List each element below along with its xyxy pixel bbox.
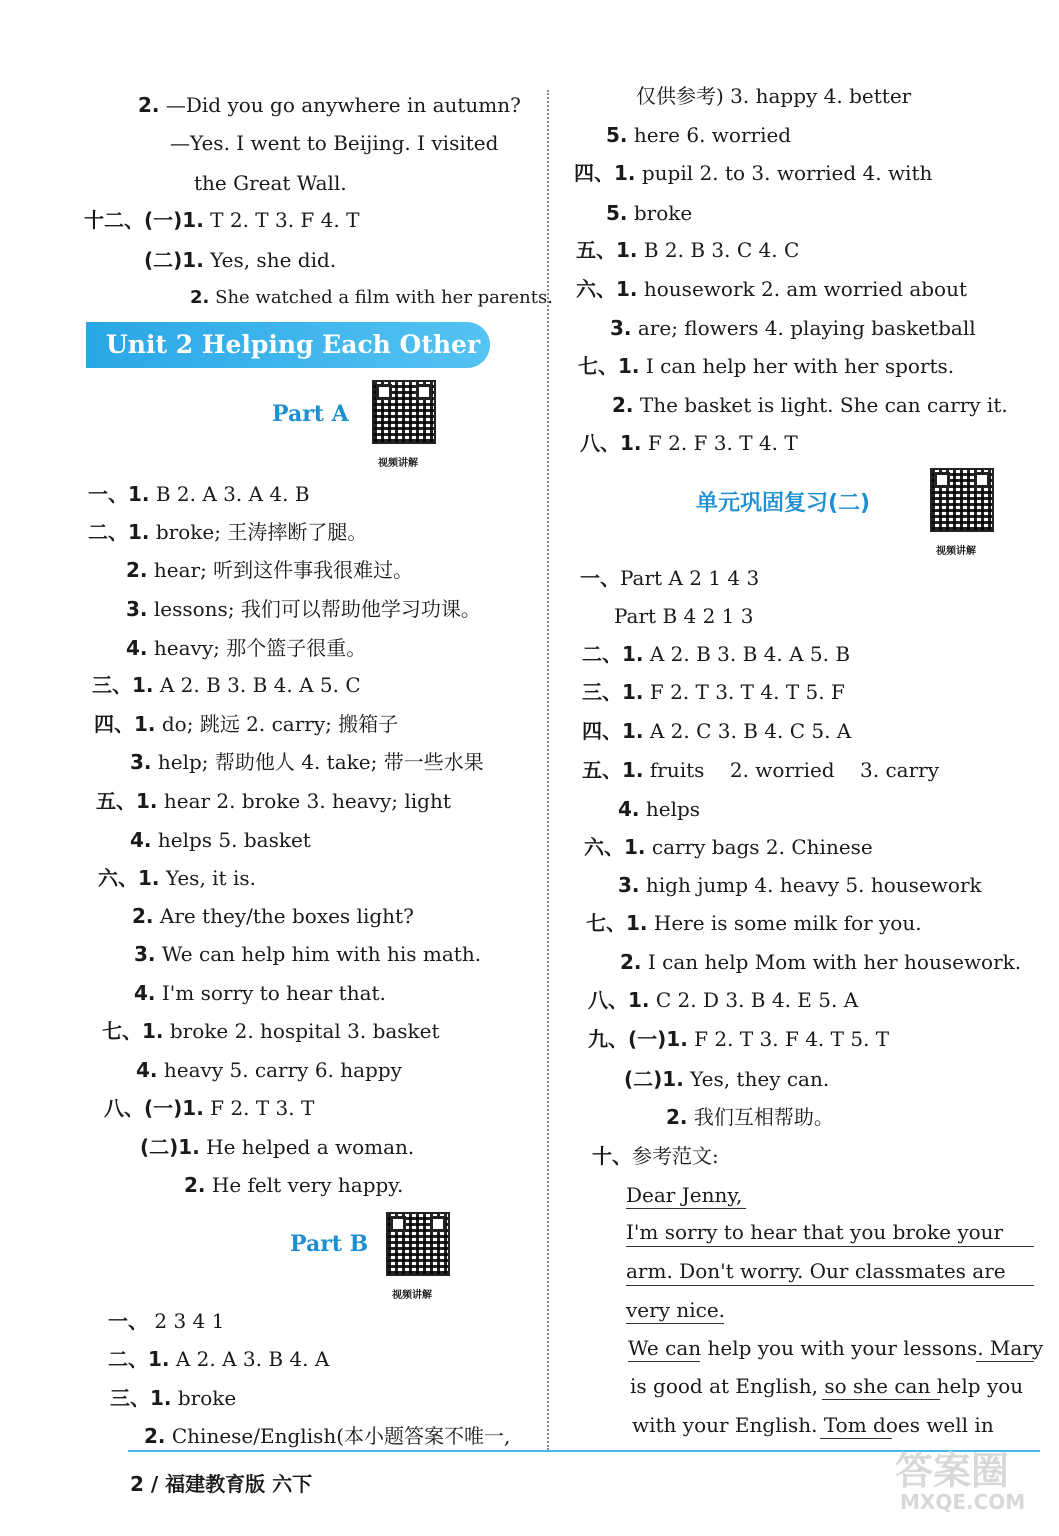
qr-caption: 视频讲解 [936,546,976,557]
answer-line: 四、1. pupil 2. to 3. worried 4. with [574,161,933,185]
essay-line: arm. Don't worry. Our classmates are [626,1259,1006,1283]
answer-line: 七、1. Here is some milk for you. [586,911,922,935]
answer-line: 3. help; 帮助他人 4. take; 带一些水果 [130,750,484,774]
underline [626,1323,724,1324]
qr-code-icon[interactable] [930,468,994,532]
underline [820,1438,892,1439]
answer-line: 2. He felt very happy. [184,1173,404,1197]
watermark-logo: 答案圈 [895,1449,1010,1493]
answer-line: 5. broke [606,201,693,225]
answer-line: 2. I can help Mom with her housework. [620,950,1022,974]
essay-line: Dear Jenny, [626,1183,743,1207]
answer-line: 五、1. hear 2. broke 3. heavy; light [96,789,451,813]
answer-line: 二、1. A 2. B 3. B 4. A 5. B [582,642,851,666]
answer-line: (二)1. Yes, she did. [144,248,337,272]
essay-line: with your English. Tom does well in [632,1413,994,1437]
answer-line: 2. The basket is light. She can carry it. [612,393,1008,417]
section-title-part-b: Part B [290,1231,369,1257]
answer-line: 十二、(一)1. T 2. T 3. F 4. T [84,208,360,232]
answer-line: 九、(一)1. F 2. T 3. F 4. T 5. T [588,1027,890,1051]
underline [626,1246,1034,1247]
underline [626,1208,746,1209]
answer-line: 4. heavy 5. carry 6. happy [136,1058,402,1082]
answer-line: 四、1. A 2. C 3. B 4. C 5. A [582,719,852,743]
unit-banner: Unit 2 Helping Each Other [86,322,490,368]
essay-line: very nice. [626,1298,726,1322]
answer-line: 六、1. housework 2. am worried about [576,277,968,301]
underline [822,1399,940,1400]
qr-code-icon[interactable] [372,380,436,444]
answer-line: (二)1. Yes, they can. [624,1067,830,1091]
answer-line: 3. lessons; 我们可以帮助他学习功课。 [126,597,481,621]
answer-line: 一、1. B 2. A 3. A 4. B [88,482,310,506]
answer-line: 三、1. broke [110,1386,237,1410]
answer-line: 2. Chinese/English(本小题答案不唯一, [144,1424,511,1448]
answer-line: 八、1. F 2. F 3. T 4. T [580,431,798,455]
answer-line: 3. high jump 4. heavy 5. housework [618,873,982,897]
answer-line: 一、Part A 2 1 4 3 [580,566,760,590]
answer-line: 六、1. Yes, it is. [98,866,256,890]
answer-line: 2. She watched a film with her parents. [190,287,553,308]
answer-line: 4. I'm sorry to hear that. [134,981,386,1005]
answer-line: 五、1. B 2. B 3. C 4. C [576,238,800,262]
qr-caption: 视频讲解 [392,1290,432,1301]
answer-line: 八、1. C 2. D 3. B 4. E 5. A [588,988,859,1012]
answer-line: 2. hear; 听到这件事我很难过。 [126,558,414,582]
answer-line: 2. 我们互相帮助。 [666,1105,834,1129]
answer-line: 五、1. fruits 2. worried 3. carry [582,758,940,782]
answer-line: 四、1. do; 跳远 2. carry; 搬箱子 [94,712,399,736]
answer-line: 2. Are they/the boxes light? [132,904,414,928]
answer-line: 三、1. A 2. B 3. B 4. A 5. C [92,673,361,697]
answer-line: Part B 4 2 1 3 [614,604,754,628]
answer-line: 八、(一)1. F 2. T 3. T [104,1096,315,1120]
underline [976,1361,1034,1362]
essay-line: I'm sorry to hear that you broke your [626,1220,1004,1244]
answer-line: 仅供参考) 3. happy 4. better [636,84,912,108]
watermark-url: MXQE.COM [900,1490,1026,1514]
answer-line: 一、 2 3 4 1 [108,1309,225,1333]
essay-line: is good at English, so she can help you [630,1374,1024,1398]
qr-caption: 视频讲解 [378,458,418,469]
answer-line: —Yes. I went to Beijing. I visited [170,131,499,155]
section-title-review: 单元巩固复习(二) [696,491,871,516]
qr-code-icon[interactable] [386,1212,450,1276]
underline [626,1285,1034,1286]
answer-line: 2. —Did you go anywhere in autumn? [138,93,521,117]
answer-line: 七、1. I can help her with her sports. [578,354,955,378]
answer-line: (二)1. He helped a woman. [140,1135,415,1159]
answer-line: 3. are; flowers 4. playing basketball [610,316,976,340]
page-footer: 2 / 福建教育版 六下 [130,1472,313,1496]
answer-line: 七、1. broke 2. hospital 3. basket [102,1019,440,1043]
answer-line: 三、1. F 2. T 3. T 4. T 5. F [582,680,845,704]
answer-line: the Great Wall. [194,171,347,195]
answer-line: 4. heavy; 那个篮子很重。 [126,636,367,660]
answer-line: 二、1. A 2. A 3. B 4. A [108,1347,330,1371]
section-title-part-a: Part A [272,401,349,427]
answer-line: 3. We can help him with his math. [134,942,482,966]
essay-line: We can help you with your lessons. Mary [628,1336,1044,1360]
answer-line: 六、1. carry bags 2. Chinese [584,835,873,859]
underline [628,1361,700,1362]
answer-line: 十、参考范文: [592,1144,719,1168]
answer-line: 5. here 6. worried [606,123,792,147]
answer-line: 二、1. broke; 王涛摔断了腿。 [88,520,368,544]
answer-line: 4. helps 5. basket [130,828,311,852]
answer-line: 4. helps [618,797,701,821]
